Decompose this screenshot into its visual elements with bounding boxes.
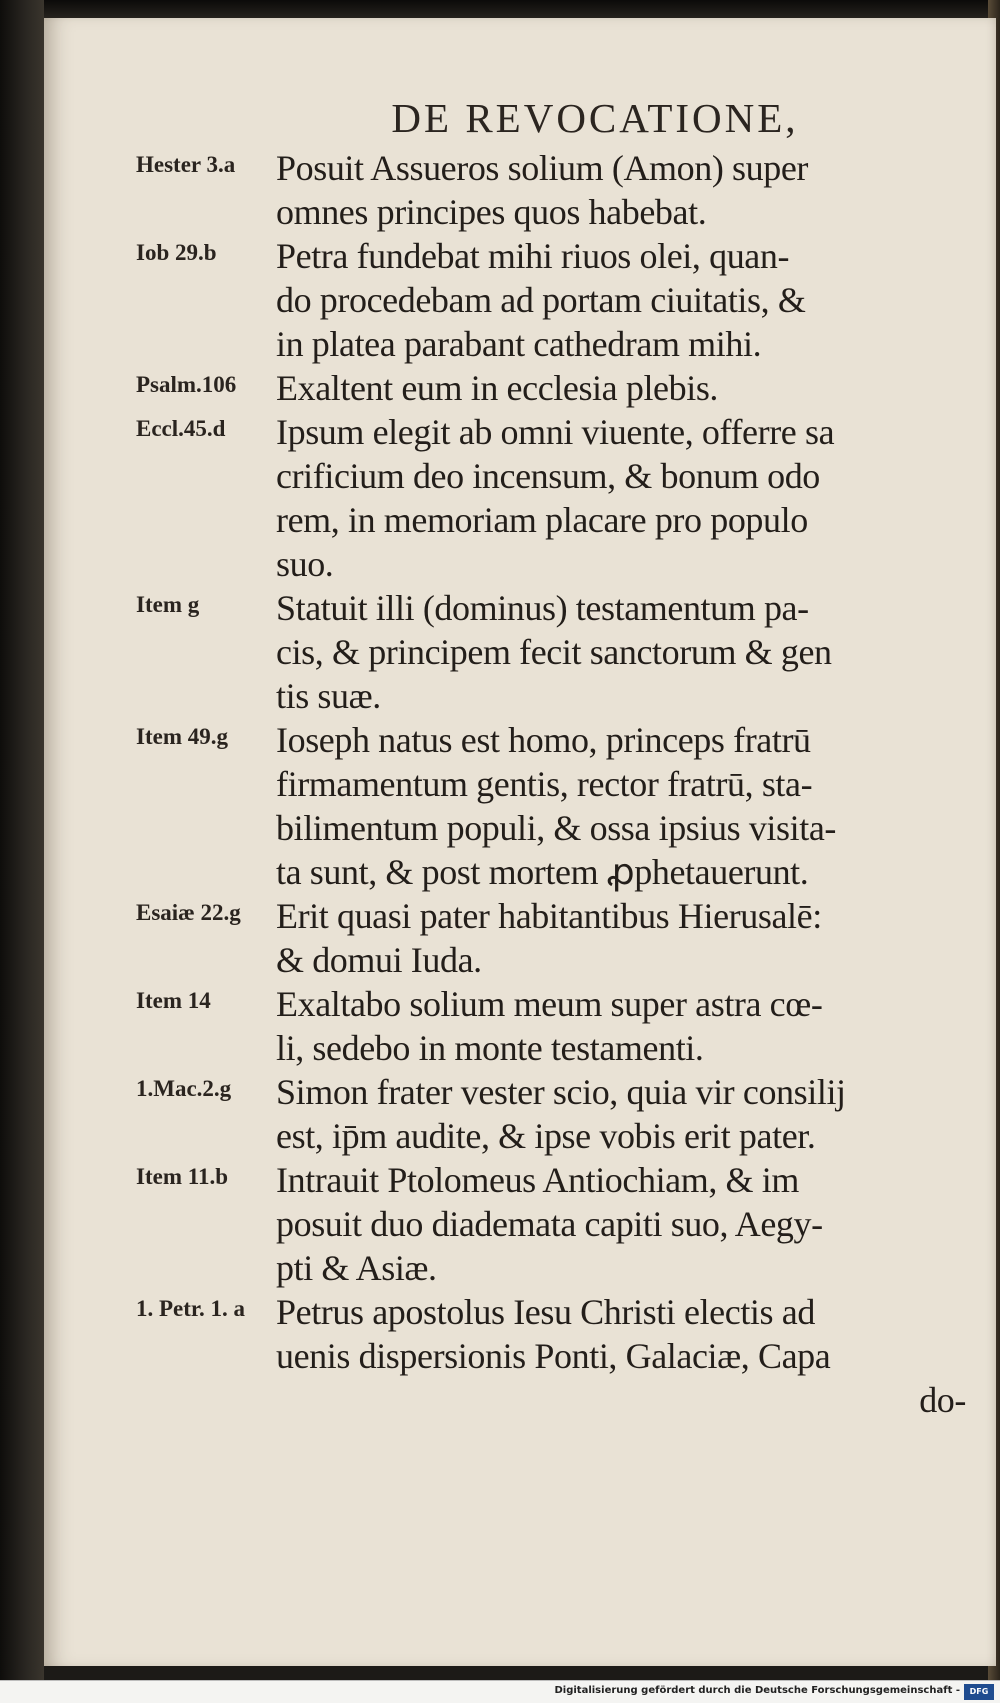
margin-reference: Hester 3.a [136,152,236,177]
verse-text [276,234,966,366]
text-line: Statuit illi (dominus) testamentum pa- [276,588,809,628]
text-line: Petra fundebat mihi riuos olei, quan- [276,236,790,276]
text-line: rem, in memoriam placare pro populo [276,500,808,540]
text-line: li, sedebo in monte testamenti. [276,1028,704,1068]
text-line: do procedebam ad portam ciuitatis, & [276,280,806,320]
verse-entry [44,146,996,234]
margin-reference: Psalm.106 [136,372,237,397]
margin-reference: 1. Petr. 1. a [136,1296,246,1321]
text-line: firmamentum gentis, rector fratrū, sta- [276,764,813,804]
text-line: cis, & principem fecit sanctorum & gen [276,632,832,672]
text-line: uenis dispersionis Ponti, Galaciæ, Capa [276,1336,831,1376]
text-line: Exaltabo solium meum super astra cœ- [276,984,823,1024]
text-line: omnes principes quos habebat. [276,192,707,232]
text-line: Ipsum elegit ab omni viuente, offerre sa [276,412,835,452]
running-head: DE REVOCATIONE, [391,95,799,141]
text-line: Erit quasi pater habitantibus Hierusalē: [276,896,822,936]
verse-entry [44,1070,996,1158]
verse-entry [44,366,996,410]
margin-reference: Iob 29.b [136,240,217,265]
text-line: Exaltent eum in ecclesia plebis. [276,368,719,408]
verse-entry [44,410,996,586]
text-line: tis suæ. [276,676,381,716]
verse-text [276,1070,966,1158]
catchword: do- [919,1380,966,1420]
catchword-block [276,1378,966,1422]
verse-entry [44,982,996,1070]
footer-bar [0,1680,1000,1703]
verse-entry [44,1158,996,1290]
margin-reference: Item 49.g [136,724,228,749]
verse-text [276,718,966,894]
margin-reference: Item 14 [136,988,211,1013]
verse-entry [44,718,996,894]
text-line: crificium deo incensum, & bonum odo [276,456,820,496]
verse-entry [44,894,996,982]
verse-text [276,1158,966,1290]
text-line: Petrus apostolus Iesu Christi electis ad [276,1292,815,1332]
book-page [44,18,996,1666]
text-line: & domui Iuda. [276,940,482,980]
text-line: posuit duo diademata capiti suo, Aegy- [276,1204,823,1244]
margin-reference: Item g [136,592,200,617]
book-spine-edge [0,0,44,1703]
text-line: Ioseph natus est homo, princeps fratrū [276,720,811,760]
verse-text [276,366,966,410]
verse-entry [44,234,996,366]
text-line: suo. [276,544,334,584]
text-line: bilimentum populi, & ossa ipsius visita- [276,808,837,848]
verse-text [276,894,966,982]
dfg-logo: DFG [964,1684,994,1700]
verse-text [276,586,966,718]
text-line: Intrauit Ptolomeus Antiochiam, & im [276,1160,799,1200]
margin-reference: Item 11.b [136,1164,228,1189]
footer-credit: Digitalisierung gefördert durch die Deutsche Forschungsgemeinschaft - [554,1685,960,1696]
text-line: in platea parabant cathedram mihi. [276,324,762,364]
text-line: est, ip̄m audite, & ipse vobis erit pater. [276,1116,816,1156]
verse-text [276,982,966,1070]
text-line: ta sunt, & post mortem ꝓphetauerunt. [276,852,809,892]
verse-text [276,146,966,234]
verse-text [276,410,966,586]
margin-reference: Esaiæ 22.g [136,900,241,925]
text-line: Posuit Assueros solium (Amon) super [276,148,809,188]
margin-reference: 1.Mac.2.g [136,1076,232,1101]
text-line: Simon frater vester scio, quia vir consilij [276,1072,846,1112]
verse-text [276,1290,966,1378]
verse-list [44,146,996,1422]
text-line: pti & Asiæ. [276,1248,437,1288]
margin-reference: Eccl.45.d [136,416,226,441]
verse-entry [44,586,996,718]
verse-entry [44,1290,996,1378]
